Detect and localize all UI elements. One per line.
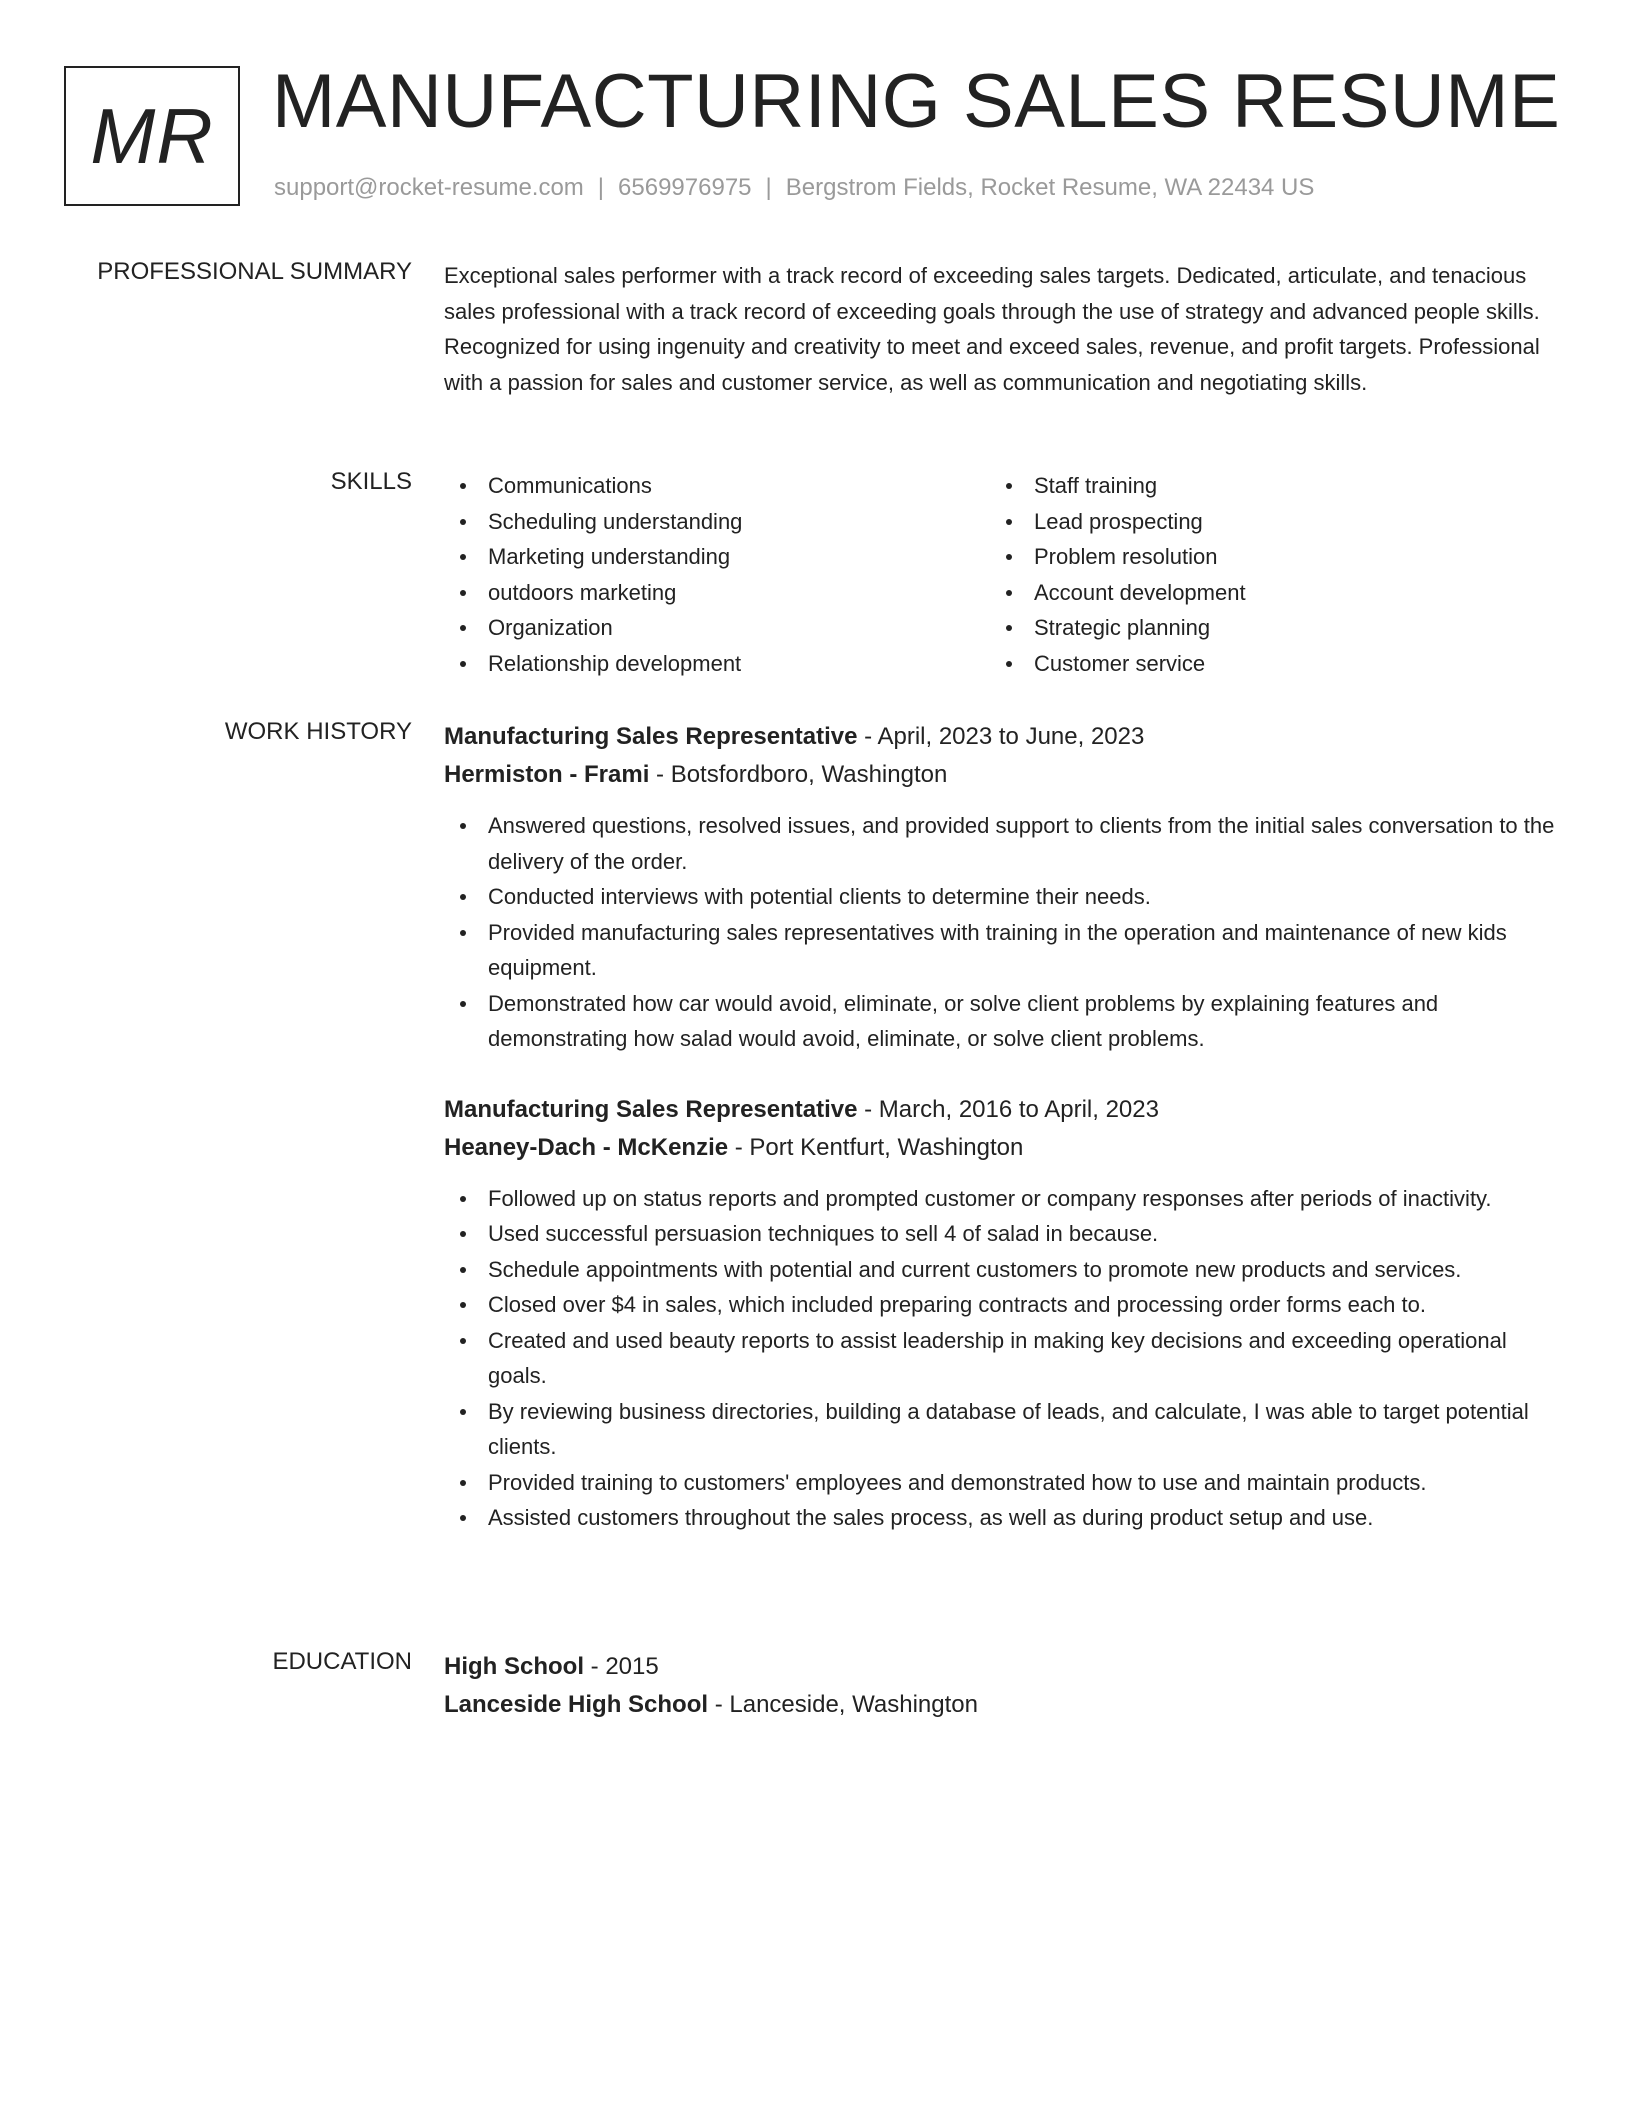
section-label-skills: SKILLS <box>330 468 412 495</box>
job-bullet: Assisted customers throughout the sales process, as well as during product setup and use. <box>444 1500 1564 1536</box>
job-bullet: Provided manufacturing sales representatives with training in the operation and maintenance of new kids equipment. <box>444 915 1564 986</box>
contact-line <box>274 174 1314 202</box>
skill-item: Organization <box>444 610 990 646</box>
education-location: - Lanceside, Washington <box>708 1691 978 1718</box>
skill-item: Problem resolution <box>990 539 1536 575</box>
job-dates: - April, 2023 to June, 2023 <box>857 723 1145 750</box>
resume-header <box>64 59 1568 212</box>
work-history-section <box>64 718 1568 1618</box>
job-bullet: Answered questions, resolved issues, and provided support to clients from the initial sales conversation to the delivery of the order. <box>444 808 1564 879</box>
contact-separator: | <box>765 174 772 201</box>
job-bullet: Provided training to customers' employees and demonstrated how to use and maintain products. <box>444 1465 1564 1501</box>
skills-column-right <box>990 468 1536 681</box>
job-title-line <box>444 718 1564 756</box>
contact-separator: | <box>597 174 605 201</box>
job-title-line <box>444 1091 1564 1129</box>
job-bullet: Demonstrated how car would avoid, eliminate, or solve client problems by explaining features and demonstrating how salad would avoid, eliminate, or solve client problems. <box>444 986 1564 1057</box>
education-degree-line <box>444 1648 1564 1686</box>
skill-item: Strategic planning <box>990 610 1536 646</box>
summary-body <box>444 258 1564 400</box>
education-school: Lanceside High School <box>444 1691 709 1718</box>
job-company-line <box>444 1129 1564 1167</box>
section-label-work: WORK HISTORY <box>224 718 412 745</box>
skill-item: outdoors marketing <box>444 575 990 611</box>
job-bullet: Followed up on status reports and prompted customer or company responses after periods of inactivity. <box>444 1181 1564 1217</box>
job-location: - Port Kentfurt, Washington <box>728 1133 1024 1161</box>
job-company: Heaney-Dach - McKenzie <box>444 1133 729 1161</box>
section-label-summary: PROFESSIONAL SUMMARY <box>97 258 412 285</box>
skills-column-left <box>444 468 990 681</box>
education-section <box>64 1648 1568 1738</box>
work-body <box>444 718 1564 1536</box>
skill-item: Communications <box>444 468 990 504</box>
education-degree: High School <box>444 1653 584 1680</box>
contact-address: Bergstrom Fields, Rocket Resume, WA 22434 US <box>785 174 1315 201</box>
job-company-line <box>444 756 1564 794</box>
resume-title: MANUFACTURING SALES RESUME <box>272 59 1561 144</box>
job-location: - Botsfordboro, Washington <box>649 761 948 788</box>
job-bullet: Used successful persuasion techniques to sell 4 of salad in because. <box>444 1216 1564 1252</box>
skills-body <box>444 468 1564 681</box>
job-entry <box>444 1091 1564 1536</box>
contact-phone: 6569976975 <box>618 174 752 201</box>
job-bullets <box>444 1181 1564 1536</box>
skill-item: Customer service <box>990 646 1536 682</box>
skill-item: Lead prospecting <box>990 504 1536 540</box>
education-school-line <box>444 1686 1564 1724</box>
job-bullet: Schedule appointments with potential and current customers to promote new products and services. <box>444 1252 1564 1288</box>
job-company: Hermiston - Frami <box>444 761 650 788</box>
section-label-education: EDUCATION <box>272 1648 412 1675</box>
job-bullet: Closed over $4 in sales, which included preparing contracts and processing order forms each to. <box>444 1287 1564 1323</box>
job-bullets <box>444 808 1564 1057</box>
job-dates: - March, 2016 to April, 2023 <box>857 1095 1159 1123</box>
job-bullet: Conducted interviews with potential clients to determine their needs. <box>444 879 1564 915</box>
skills-section <box>64 468 1568 688</box>
monogram: MR <box>64 66 240 206</box>
summary-section <box>64 258 1568 438</box>
job-bullet: By reviewing business directories, building a database of leads, and calculate, I was able to target potential clients. <box>444 1394 1564 1465</box>
job-title: Manufacturing Sales Representative <box>444 723 858 750</box>
job-title: Manufacturing Sales Representative <box>444 1095 858 1123</box>
job-entry <box>444 718 1564 1057</box>
skill-item: Staff training <box>990 468 1536 504</box>
education-body <box>444 1648 1564 1724</box>
contact-email: support@rocket-resume.com <box>274 174 584 201</box>
skill-item: Marketing understanding <box>444 539 990 575</box>
skill-item: Scheduling understanding <box>444 504 990 540</box>
summary-text: Exceptional sales performer with a track record of exceeding sales targets. Dedicated, articulate, and tenacious sales professional with a track record of exceeding goals through the use of strategy and advanced people skills. Recognized for using ingenuity and creativity to meet and exceed sales, revenue, and profit targets. Professional with a passion for sales and customer service, as well as communication and negotiating skills. <box>444 263 1540 395</box>
skill-item: Account development <box>990 575 1536 611</box>
education-year: - 2015 <box>584 1653 659 1680</box>
skill-item: Relationship development <box>444 646 990 682</box>
job-bullet: Created and used beauty reports to assist leadership in making key decisions and exceeding operational goals. <box>444 1323 1564 1394</box>
